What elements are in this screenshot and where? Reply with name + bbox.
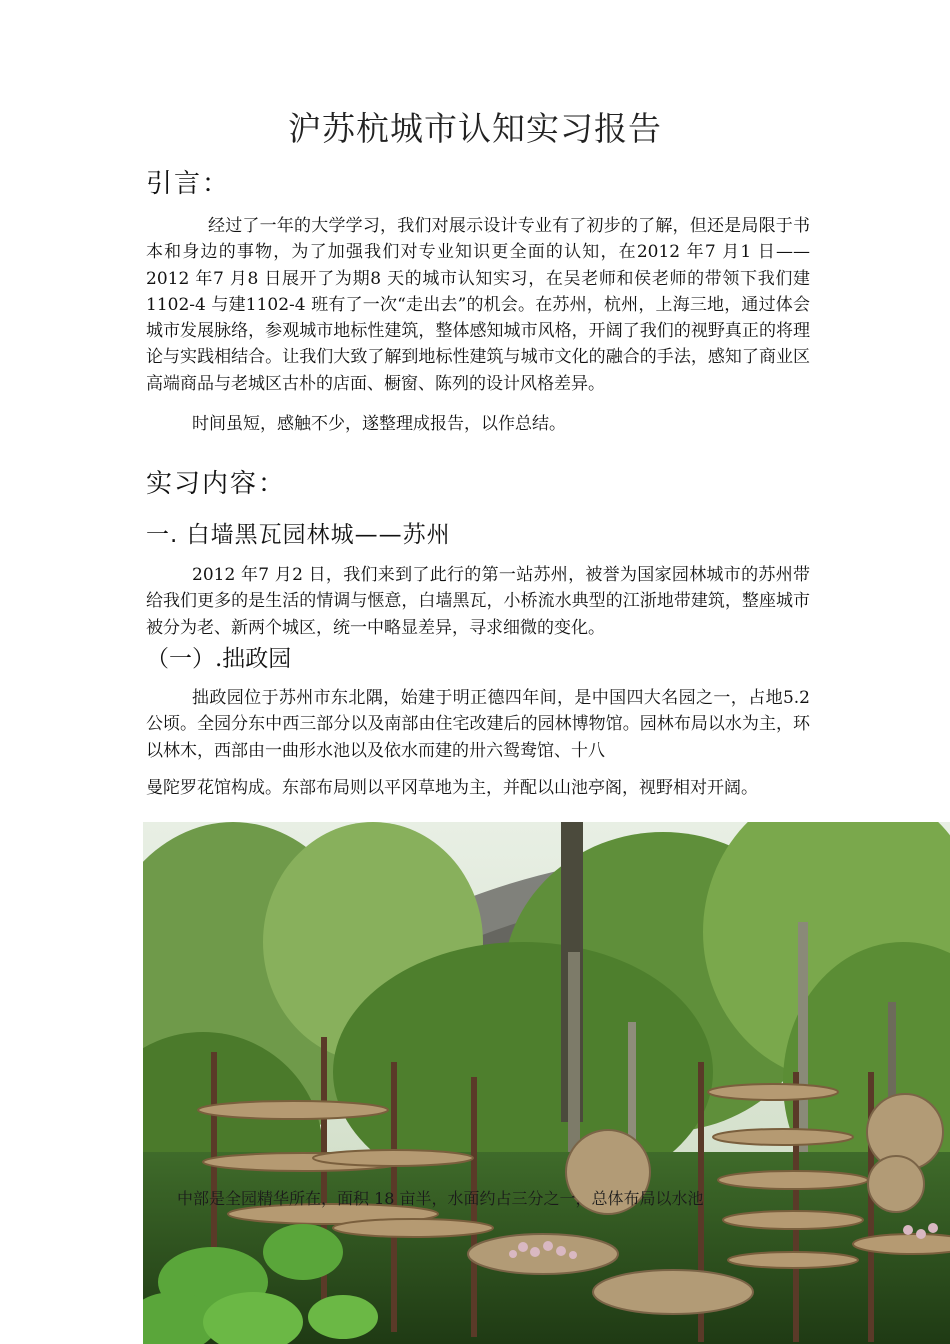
section-1-paragraph: 2012 年7 月2 日，我们来到了此行的第一站苏州，被誉为国家园林城市的苏州带给我们更多的是生活的情调与惬意，白墙黑瓦，小桥流水典型的江浙地带建筑，整座城市被分为老、新两个城区，统一中略显差异，寻求细微的变化。 [146, 565, 810, 638]
section-1-heading: 一. 白墙黑瓦园林城——苏州 [146, 522, 451, 548]
subsection-1-paragraph-1: 拙政园位于苏州市东北隅，始建于明正德四年间，是中国四大名园之一，占地5.2 公顷。全园分东中西三部分以及南部由住宅改建后的园林博物馆。园林布局以水为主，环以林木，西部由一曲形水池以及依水而建的卅六鸳鸯馆、十八 [146, 688, 810, 761]
subsection-1-paragraph-2: 曼陀罗花馆构成。东部布局则以平冈草地为主，并配以山池亭阁，视野相对开阔。 [146, 778, 758, 798]
photo-overlay-text: 中部是全园精华所在，面积 18 亩半，水面约占三分之一，总体布局以水池 [177, 1189, 704, 1208]
subsection-1-heading: （一）.拙政园 [146, 646, 292, 672]
content-heading: 实习内容： [146, 469, 287, 499]
garden-photo-illustration [143, 822, 950, 1344]
intro-paragraph-1: 经过了一年的大学学习，我们对展示设计专业有了初步的了解，但还是局限于书本和身边的事物，为了加强我们对专业知识更全面的认知，在2012 年7 月1 日——2012 年7 月8 日展开了为期8 天的城市认知实习，在吴老师和侯老师的带领下我们建1102-4 与建1102-4 班有了一次“走出去”的机会。在苏州，杭州，上海三地，通过体会城市发展脉络，参观城市地标性建筑，整体感知城市风格，开阔了我们的视野真正的将理论与实践相结合。让我们大致了解到地标性建筑与城市文化的融合的手法，感知了商业区高端商品与老城区古朴的店面、橱窗、陈列的设计风格差异。 [146, 216, 810, 394]
document-title: 沪苏杭城市认知实习报告 [288, 109, 662, 148]
intro-paragraph-2: 时间虽短，感触不少，遂整理成报告，以作总结。 [192, 414, 566, 434]
intro-heading: 引言： [146, 169, 231, 199]
garden-photo [143, 822, 950, 1344]
